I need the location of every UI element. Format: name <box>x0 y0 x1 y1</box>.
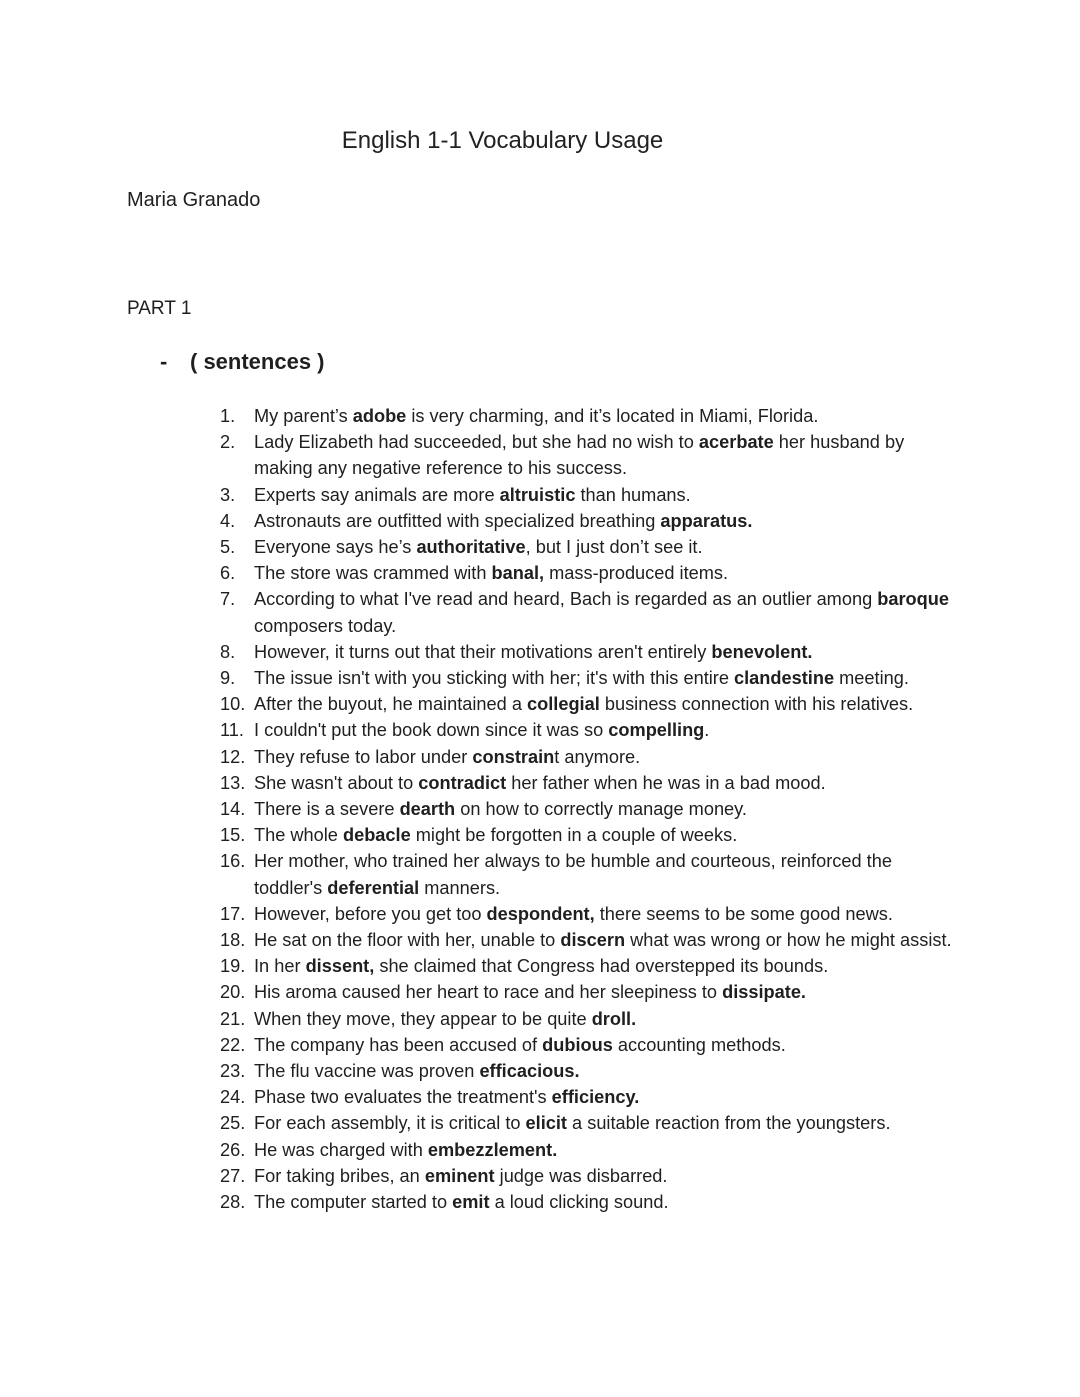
sentence-number: 21. <box>220 1008 246 1029</box>
sentence-number: 7. <box>220 589 236 610</box>
sentence-number: 18. <box>220 930 246 951</box>
sentence-text-after: might be forgotten in a couple of weeks. <box>410 825 738 846</box>
sentence-text-before: She wasn't about to <box>254 772 419 793</box>
sentence-text-before: Phase two evaluates the treatment's <box>254 1087 552 1108</box>
vocabulary-word: dissent, <box>305 956 375 977</box>
sentence-text-before: Experts say animals are more <box>254 484 500 505</box>
sentence-text-after: her father when he was in a bad mood. <box>506 772 826 793</box>
sentence-item <box>220 796 960 822</box>
sentence-text-before: His aroma caused her heart to race and her sleepiness to <box>254 982 723 1003</box>
sentence-text-after: a suitable reaction from the youngsters. <box>567 1113 891 1134</box>
sentence-text-after: on how to correctly manage money. <box>455 799 747 820</box>
sentence-text-before: The flu vaccine was proven <box>254 1061 480 1082</box>
vocabulary-word: emit <box>452 1192 490 1213</box>
sentence-text-after: t anymore. <box>554 746 641 767</box>
sentence-text-before: In her <box>254 956 306 977</box>
sentence-text-before: Her mother, who trained her always to be humble and courteous, reinforced the toddler's <box>254 851 892 898</box>
sentence-text-before: The store was crammed with <box>254 563 492 584</box>
sentence-text-before: My parent’s <box>254 406 353 426</box>
sentence-text-before: When they move, they appear to be quite <box>254 1008 592 1029</box>
vocabulary-word: altruistic <box>499 484 576 505</box>
sentence-number: 12. <box>220 746 246 767</box>
vocabulary-word: apparatus. <box>660 510 753 531</box>
author-name: Maria Granado <box>127 189 261 211</box>
vocabulary-word: embezzlement. <box>427 1139 558 1160</box>
vocabulary-word: collegial <box>527 694 600 715</box>
sentence-text-after: there seems to be some good news. <box>594 903 893 924</box>
sentence-number: 20. <box>220 982 246 1003</box>
sentence-item <box>220 1032 960 1058</box>
vocabulary-word: elicit <box>525 1113 567 1134</box>
sentence-text-after: mass-produced items. <box>544 563 729 584</box>
sentence-text-before: The whole <box>254 825 343 846</box>
sentence-text-after: manners. <box>419 877 501 898</box>
sentence-text-before: However, it turns out that their motivations aren't entirely <box>254 641 712 662</box>
vocabulary-word: constrain <box>472 746 555 767</box>
sentence-text-before: I couldn't put the book down since it was so <box>254 720 609 741</box>
sentence-number: 26. <box>220 1139 246 1160</box>
sentence-text-before: There is a severe <box>254 799 400 820</box>
sentence-item <box>220 822 960 848</box>
sentence-text-before: For each assembly, it is critical to <box>254 1113 526 1134</box>
sentence-number: 8. <box>220 641 236 662</box>
vocabulary-word: droll. <box>591 1008 637 1029</box>
sentence-text-before: According to what I've read and heard, Bach is regarded as an outlier among <box>254 589 878 610</box>
sentence-item <box>220 560 960 586</box>
sentence-text-after: business connection with his relatives. <box>599 694 914 715</box>
sentence-text-before: After the buyout, he maintained a <box>254 694 527 715</box>
sentence-number: 22. <box>220 1034 246 1055</box>
sentence-item <box>220 1163 960 1189</box>
sentence-text-before: The issue isn't with you sticking with her; it's with this entire <box>254 668 735 689</box>
sentence-item <box>220 1084 960 1110</box>
sentence-item <box>220 901 960 927</box>
vocabulary-word: authoritative <box>416 537 526 558</box>
sentence-number: 27. <box>220 1165 246 1186</box>
sentence-text-before: For taking bribes, an <box>254 1165 425 1186</box>
sentence-item <box>220 665 960 691</box>
sentence-number: 24. <box>220 1087 246 1108</box>
sentence-text-after: accounting methods. <box>612 1034 786 1055</box>
sentence-item <box>220 1189 960 1215</box>
vocabulary-word: deferential <box>327 877 420 898</box>
sentence-number: 10. <box>220 694 246 715</box>
sentence-number: 28. <box>220 1192 246 1213</box>
sentence-text-before: The computer started to <box>254 1192 453 1213</box>
vocabulary-word: dearth <box>399 799 456 820</box>
sentence-number: 1. <box>220 406 236 426</box>
sentence-text-after: composers today. <box>254 615 397 636</box>
bullet-dash: - <box>160 349 168 374</box>
vocabulary-word: discern <box>560 930 626 951</box>
section-heading-text: ( sentences ) <box>190 349 325 374</box>
sentence-item <box>220 979 960 1005</box>
sentence-text-before: Astronauts are outfitted with specialized breathing <box>254 510 661 531</box>
sentence-item <box>220 1137 960 1163</box>
vocabulary-word: banal, <box>491 563 545 584</box>
sentence-number: 19. <box>220 956 246 977</box>
sentence-item <box>220 482 960 508</box>
sentence-text-before: He sat on the floor with her, unable to <box>254 930 561 951</box>
vocabulary-word: contradict <box>418 772 507 793</box>
sentence-number: 15. <box>220 825 246 846</box>
sentence-number: 5. <box>220 537 236 558</box>
sentence-text-after: meeting. <box>834 668 909 689</box>
sentence-number: 9. <box>220 668 236 689</box>
sentence-item <box>220 744 960 770</box>
vocabulary-word: clandestine <box>734 668 835 689</box>
sentence-number: 14. <box>220 799 246 820</box>
sentence-item <box>220 1006 960 1032</box>
sentence-text-before: However, before you get too <box>254 903 487 924</box>
sentence-number: 11. <box>220 720 244 741</box>
vocabulary-word: compelling <box>608 720 705 741</box>
sentence-text-after: . <box>704 720 710 741</box>
sentence-item <box>220 717 960 743</box>
sentence-text-after: than humans. <box>575 484 691 505</box>
vocabulary-word: debacle <box>342 825 411 846</box>
vocabulary-word: efficacious. <box>479 1061 580 1082</box>
sentence-text-after: , but I just don’t see it. <box>525 537 703 558</box>
document-title: English 1-1 Vocabulary Usage <box>341 127 664 154</box>
sentence-number: 23. <box>220 1061 246 1082</box>
vocabulary-word: acerbate <box>698 432 774 453</box>
sentence-item <box>220 848 960 900</box>
sentence-text-after: judge was disbarred. <box>494 1165 668 1186</box>
sentence-number: 3. <box>220 484 236 505</box>
vocabulary-word: eminent <box>424 1165 495 1186</box>
sentence-item <box>220 691 960 717</box>
vocabulary-word: dubious <box>542 1034 613 1055</box>
vocabulary-word: dissipate. <box>722 982 806 1003</box>
sentence-text-after: she claimed that Congress had overstepped its bounds. <box>374 956 829 977</box>
sentence-number: 2. <box>220 432 236 453</box>
sentence-text-after: her husband by making any negative reference to his success. <box>254 432 905 479</box>
sentence-number: 17. <box>220 903 246 924</box>
sentence-text-before: The company has been accused of <box>254 1034 543 1055</box>
sentence-item <box>220 534 960 560</box>
sentence-item <box>220 639 960 665</box>
sentence-item <box>220 927 960 953</box>
section-heading <box>160 347 325 377</box>
sentence-text-before: They refuse to labor under <box>254 746 473 767</box>
vocabulary-word: despondent, <box>486 903 595 924</box>
vocabulary-word: efficiency. <box>551 1087 640 1108</box>
sentence-item <box>220 1110 960 1136</box>
sentence-number: 4. <box>220 510 236 531</box>
vocabulary-word: baroque <box>877 589 949 610</box>
sentence-text-after: is very charming, and it’s located in Miami, Florida. <box>406 406 819 426</box>
sentence-item <box>220 403 960 429</box>
sentence-item <box>220 770 960 796</box>
part-label: PART 1 <box>127 298 192 319</box>
sentence-number: 13. <box>220 772 246 793</box>
vocabulary-word: benevolent. <box>711 641 813 662</box>
sentence-item <box>220 429 960 481</box>
sentence-text-before: Everyone says he’s <box>254 537 417 558</box>
sentence-text-before: He was charged with <box>254 1139 428 1160</box>
sentence-number: 25. <box>220 1113 246 1134</box>
sentence-list <box>220 403 960 1215</box>
sentence-text-after: a loud clicking sound. <box>489 1192 669 1213</box>
sentence-item <box>220 1058 960 1084</box>
vocabulary-word: adobe <box>352 406 407 426</box>
sentence-item <box>220 953 960 979</box>
sentence-number: 16. <box>220 851 246 872</box>
sentence-item <box>220 508 960 534</box>
sentence-text-before: Lady Elizabeth had succeeded, but she had no wish to <box>254 432 699 453</box>
sentence-number: 6. <box>220 563 236 584</box>
sentence-text-after: what was wrong or how he might assist. <box>625 930 952 951</box>
sentence-item <box>220 586 960 638</box>
